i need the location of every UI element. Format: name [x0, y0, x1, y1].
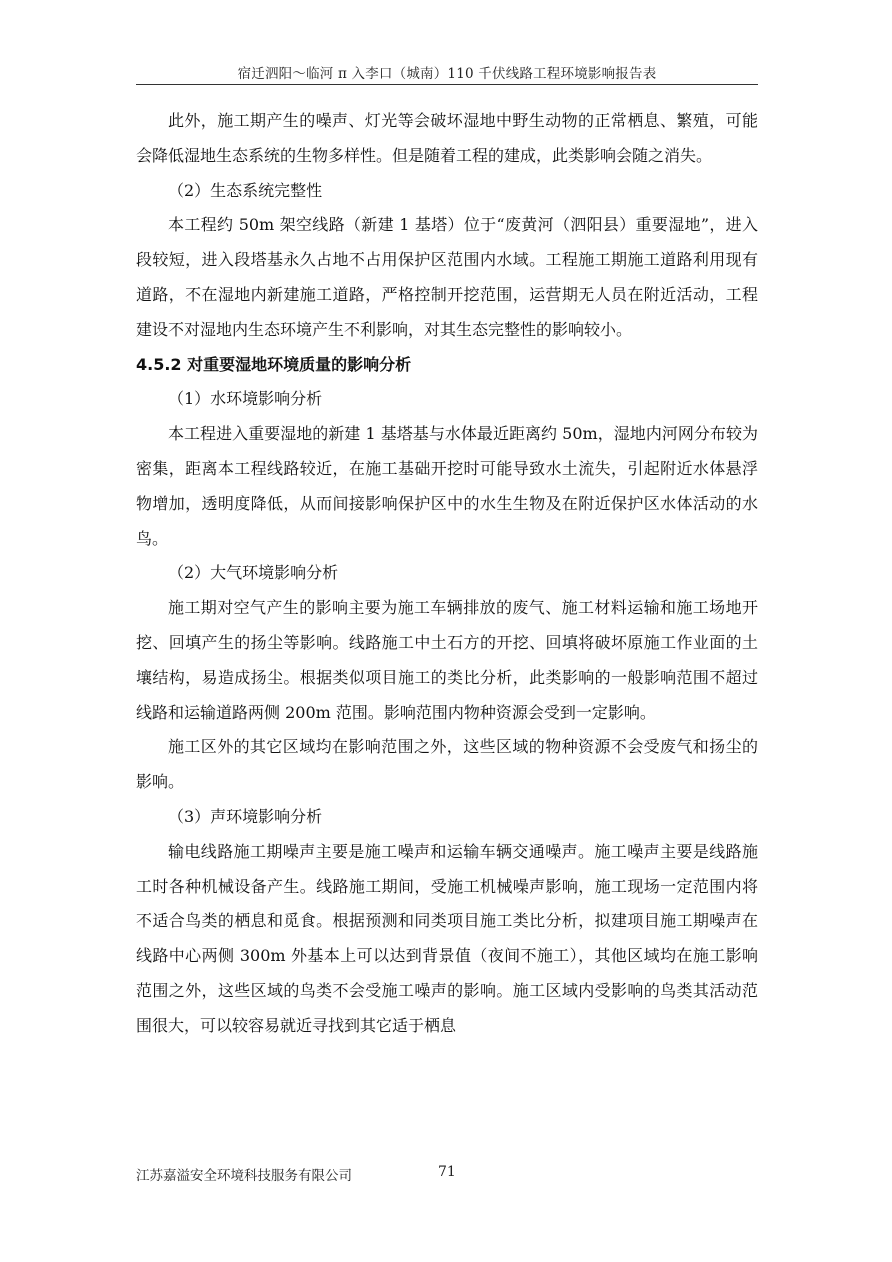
subheading-water-environment: （1）水环境影响分析 — [168, 389, 323, 409]
subheading-ecosystem-integrity: （2）生态系统完整性 — [168, 180, 323, 200]
paragraph-air-environment-2: 施工区外的其它区域均在影响范围之外，这些区域的物种资源不会受废气和扬尘的影响。 — [136, 737, 758, 792]
footer-company-name: 江苏嘉溢安全环境科技服务有限公司 — [136, 1168, 352, 1184]
header-divider — [136, 84, 758, 85]
page-number: 71 — [438, 1164, 456, 1180]
page-body — [136, 104, 758, 1044]
page-header: 宿迁泗阳～临河 π 入李口（城南）110 千伏线路工程环境影响报告表 — [237, 66, 657, 82]
section-heading-wetland-quality: 4.5.2 对重要湿地环境质量的影响分析 — [136, 354, 412, 374]
paragraph-wildlife-disturbance: 此外，施工期产生的噪声、灯光等会破坏湿地中野生动物的正常栖息、繁殖，可能会降低湿地生态系统的生物多样性。但是随着工程的建成，此类影响会随之消失。 — [136, 111, 758, 165]
paragraph-water-environment: 本工程进入重要湿地的新建 1 基塔基与水体最近距离约 50m，湿地内河网分布较为密集，距离本工程线路较近，在施工基础开挖时可能导致水土流失，引起附近水体悬浮物增加，透明度降低，从而间接影响保护区中的水生生物及在附近保护区水体活动的水鸟。 — [136, 424, 758, 548]
subheading-air-environment: （2）大气环境影响分析 — [168, 563, 339, 583]
subheading-noise-environment: （3）声环境影响分析 — [168, 806, 323, 826]
paragraph-noise-environment: 输电线路施工期噪声主要是施工噪声和运输车辆交通噪声。施工噪声主要是线路施工时各种机械设备产生。线路施工期间，受施工机械噪声影响，施工现场一定范围内将不适合鸟类的栖息和觅食。根据预测和同类项目施工类比分析，拟建项目施工期噪声在线路中心两侧 300m 外基本上可以达到背景值（夜间不施工），其他区域均在施工影响范围之外，这些区域的鸟类不会受施工噪声的影响。施工区域内受影响的鸟类其活动范围很大，可以较容易就近寻找到其它适于栖息 — [136, 841, 758, 1035]
paragraph-air-environment-1: 施工期对空气产生的影响主要为施工车辆排放的废气、施工材料运输和施工场地开挖、回填产生的扬尘等影响。线路施工中土石方的开挖、回填将破坏原施工作业面的土壤结构，易造成扬尘。根据类似项目施工的类比分析，此类影响的一般影响范围不超过线路和运输道路两侧 200m 范围。影响范围内物种资源会受到一定影响。 — [136, 598, 758, 722]
paragraph-ecosystem-integrity: 本工程约 50m 架空线路（新建 1 基塔）位于“废黄河（泗阳县）重要湿地”，进入段较短，进入段塔基永久占地不占用保护区范围内水域。工程施工期施工道路利用现有道路，不在湿地内新建施工道路，严格控制开挖范围，运营期无人员在附近活动，工程建设不对湿地内生态环境产生不利影响，对其生态完整性的影响较小。 — [136, 215, 758, 339]
